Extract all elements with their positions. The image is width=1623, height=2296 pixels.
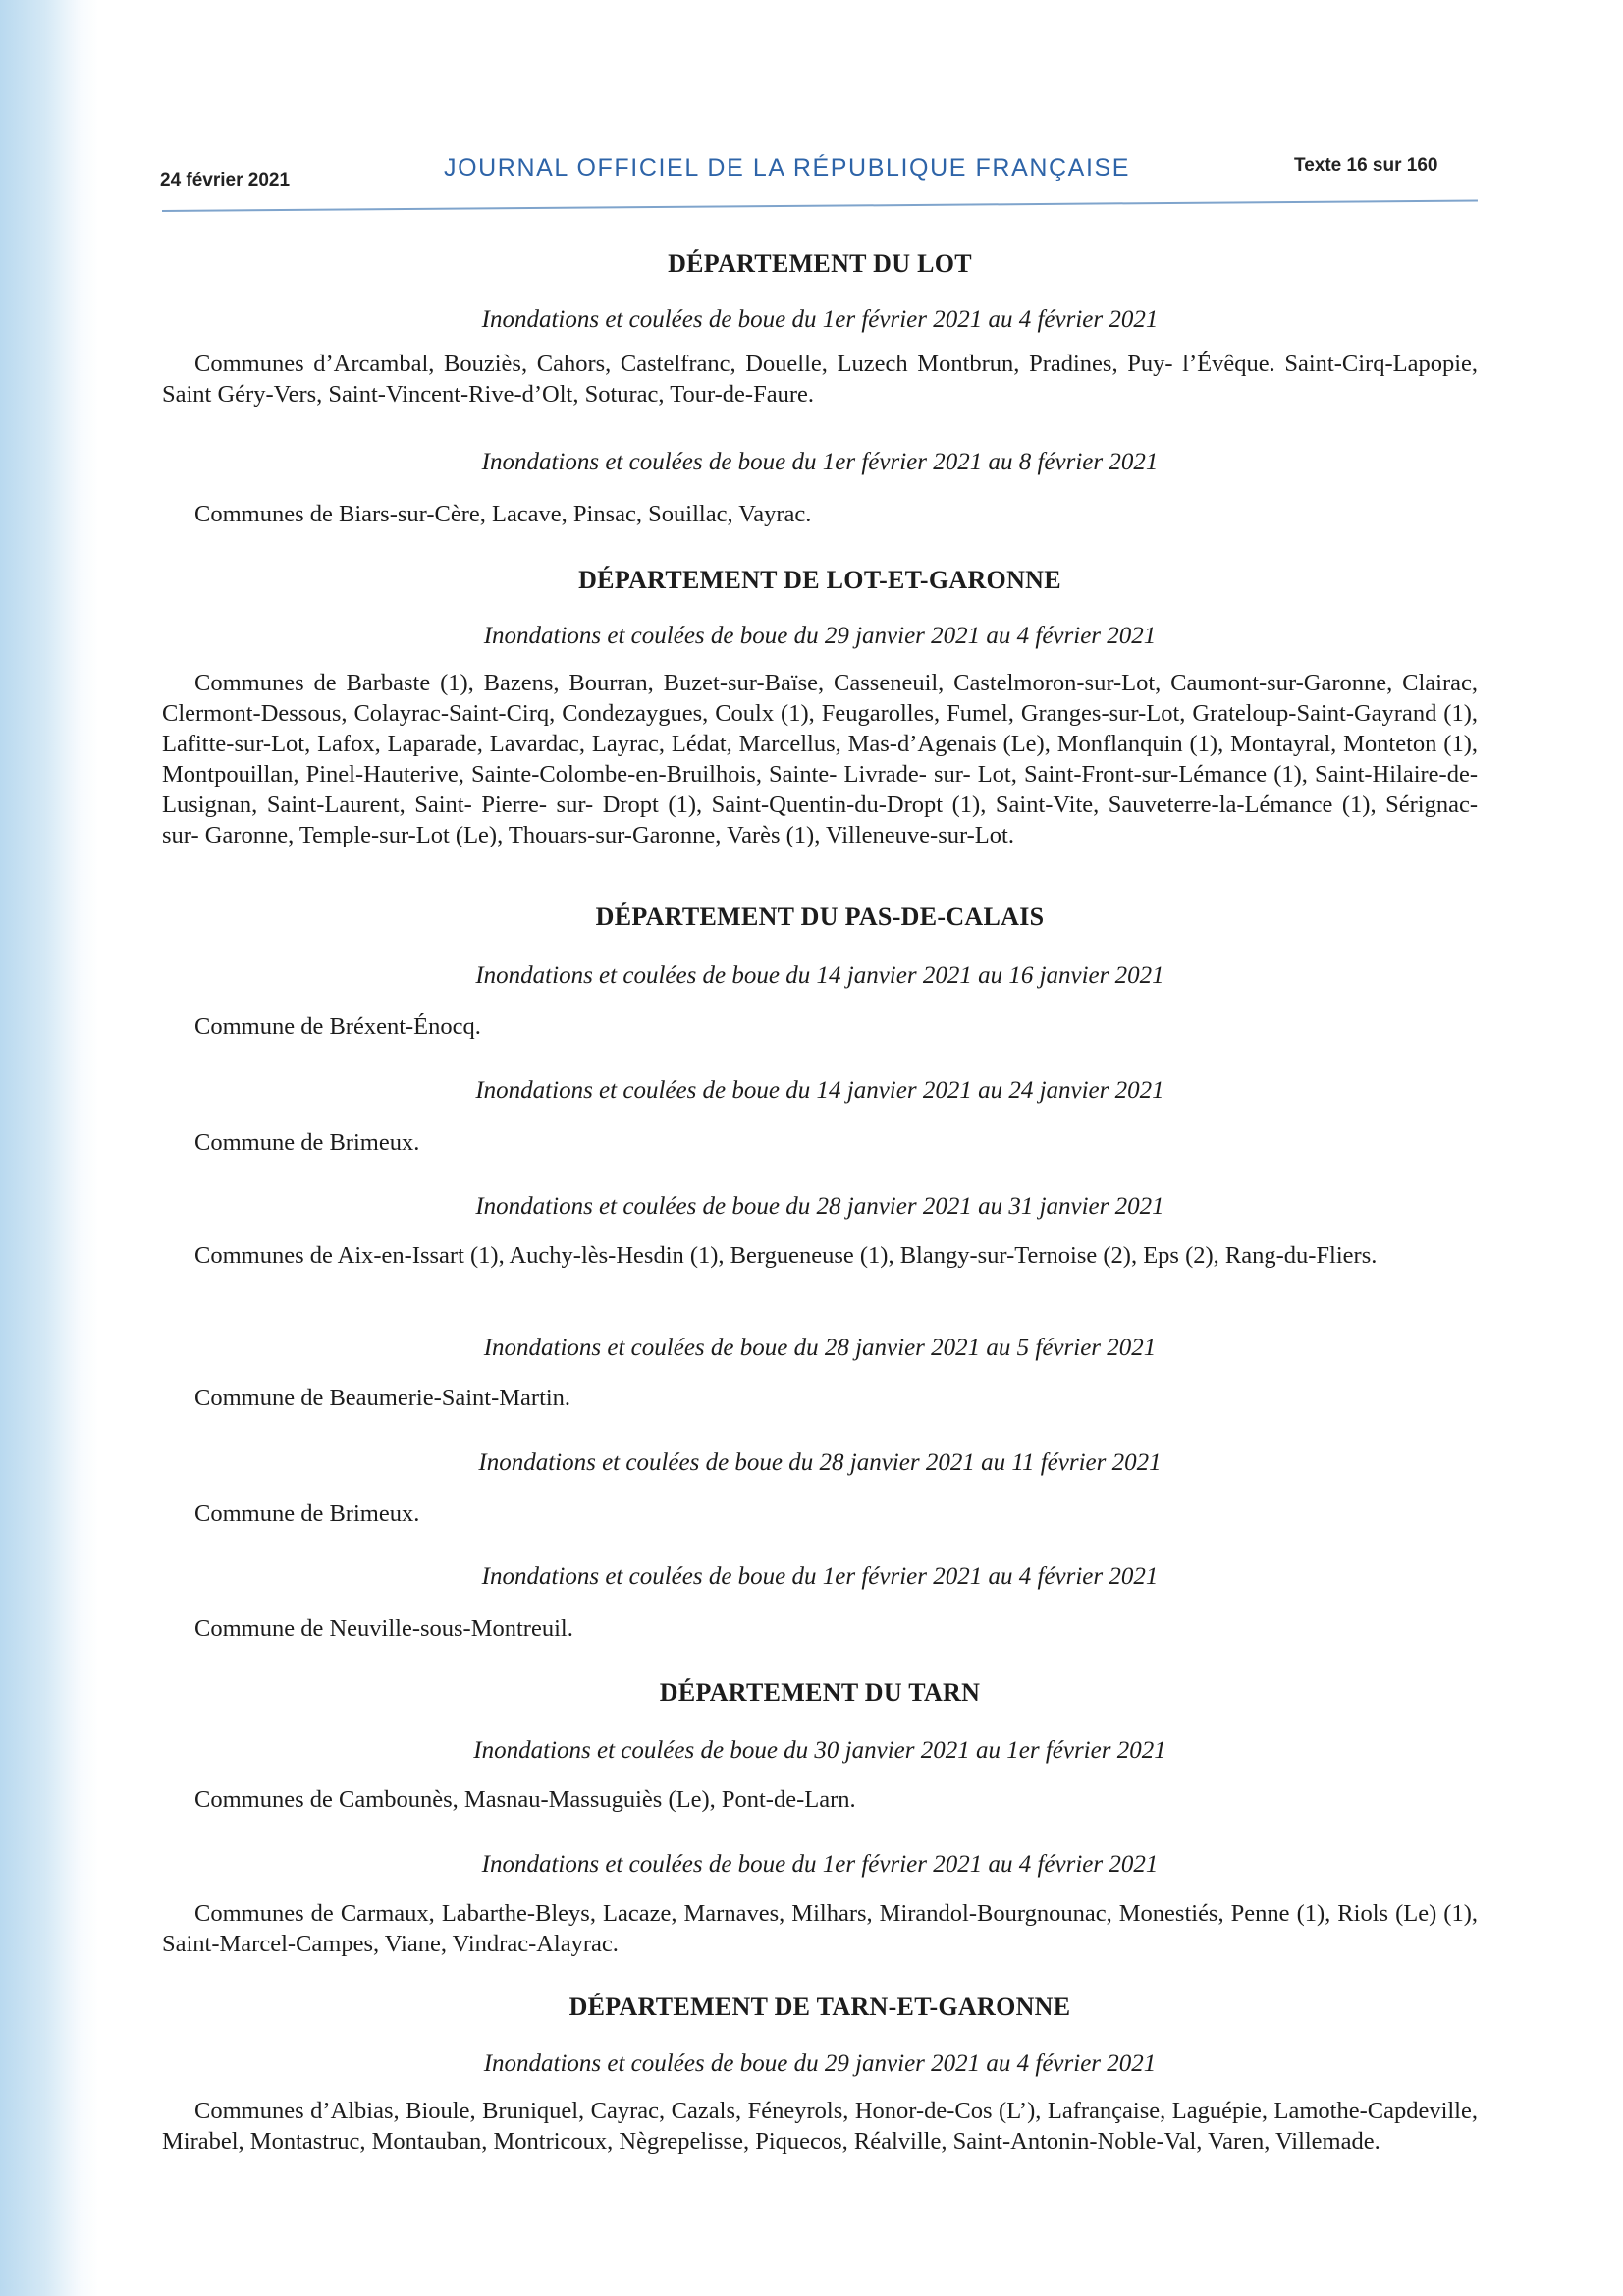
department-heading: DÉPARTEMENT DU LOT: [668, 249, 972, 278]
communes-list: Communes de Carmaux, Labarthe-Bleys, Lacaze, Marnaves, Milhars, Mirandol-Bourgnounac, Monestiés, Penne (1), Riols (Le) (1), Saint-Marcel-Campes, Viane, Vindrac-Alayrac.: [162, 1900, 1478, 1957]
communes-list: Commune de Neuville-sous-Montreuil.: [194, 1615, 573, 1642]
period-heading: Inondations et coulées de boue du 30 janvier 2021 au 1er février 2021: [473, 1737, 1166, 1764]
department-heading: DÉPARTEMENT DU PAS-DE-CALAIS: [595, 902, 1045, 931]
communes-list: Communes de Cambounès, Masnau-Massuguiès (Le), Pont-de-Larn.: [194, 1786, 856, 1813]
communes-list: Communes de Aix-en-Issart (1), Auchy-lès-Hesdin (1), Bergueneuse (1), Blangy-sur-Ternoise (2), Eps (2), Rang-du-Fliers.: [194, 1242, 1378, 1269]
period-heading: Inondations et coulées de boue du 29 janvier 2021 au 4 février 2021: [483, 2050, 1157, 2077]
period-heading: Inondations et coulées de boue du 14 janvier 2021 au 24 janvier 2021: [475, 1077, 1164, 1104]
period-heading: Inondations et coulées de boue du 29 janvier 2021 au 4 février 2021: [483, 623, 1157, 649]
period-heading: Inondations et coulées de boue du 28 janvier 2021 au 31 janvier 2021: [475, 1193, 1164, 1220]
department-heading: DÉPARTEMENT DU TARN: [659, 1678, 981, 1707]
communes-list: Commune de Brimeux.: [194, 1129, 420, 1156]
communes-list: Communes d’Arcambal, Bouziès, Cahors, Castelfranc, Douelle, Luzech Montbrun, Pradines, Puy- l’Évêque. Saint-Cirq-Lapopie, Saint Géry-Vers, Saint-Vincent-Rive-d’Olt, Soturac, Tour-de-Faure.: [162, 351, 1478, 408]
communes-list: Communes de Biars-sur-Cère, Lacave, Pinsac, Souillac, Vayrac.: [194, 501, 812, 527]
department-heading: DÉPARTEMENT DE LOT-ET-GARONNE: [578, 566, 1061, 594]
period-heading: Inondations et coulées de boue du 14 janvier 2021 au 16 janvier 2021: [475, 962, 1164, 989]
period-heading: Inondations et coulées de boue du 28 janvier 2021 au 5 février 2021: [483, 1335, 1157, 1361]
communes-list: Communes d’Albias, Bioule, Bruniquel, Cayrac, Cazals, Féneyrols, Honor-de-Cos (L’), Lafrançaise, Laguépie, Lamothe-Capdeville, Mirabel, Montastruc, Montauban, Montricoux, Nègrepelisse, Piquecos, Réalville, Saint-Antonin-Noble-Val, Varen, Villemade.: [162, 2098, 1478, 2155]
period-heading: Inondations et coulées de boue du 1er février 2021 au 4 février 2021: [481, 1563, 1159, 1590]
communes-list: Communes de Barbaste (1), Bazens, Bourran, Buzet-sur-Baïse, Casseneuil, Castelmoron-sur-Lot, Caumont-sur-Garonne, Clairac, Clermont-Dessous, Colayrac-Saint-Cirq, Condezaygues, Coulx (1), Feugarolles, Fumel, Granges-sur-Lot, Grateloup-Saint-Gayrand (1), Lafitte-sur-Lot, Lafox, Laparade, Lavardac, Layrac, Lédat, Marcellus, Mas-d’Agenais (Le), Monflanquin (1), Montayral, Monteton (1), Montpouillan, Pinel-Hauterive, Sainte-Colombe-en-Bruilhois, Sainte- Livrade- sur- Lot, Saint-Front-sur-Lémance (1), Saint-Hilaire-de-Lusignan, Saint-Laurent, Saint- Pierre- sur- Dropt (1), Saint-Quentin-du-Dropt (1), Saint-Vite, Sauveterre-la-Lémance (1), Sérignac- sur- Garonne, Temple-sur-Lot (Le), Thouars-sur-Garonne, Varès (1), Villeneuve-sur-Lot.: [162, 670, 1478, 848]
period-heading: Inondations et coulées de boue du 28 janvier 2021 au 11 février 2021: [478, 1449, 1162, 1476]
communes-list: Commune de Beaumerie-Saint-Martin.: [194, 1385, 571, 1411]
period-heading: Inondations et coulées de boue du 1er février 2021 au 4 février 2021: [481, 306, 1159, 333]
header-rule: [162, 199, 1478, 212]
department-heading: DÉPARTEMENT DE TARN-ET-GARONNE: [568, 1993, 1071, 2021]
communes-list: Commune de Bréxent-Énocq.: [194, 1013, 481, 1040]
period-heading: Inondations et coulées de boue du 1er février 2021 au 8 février 2021: [481, 449, 1159, 475]
header-text-reference: Texte 16 sur 160: [1294, 155, 1438, 176]
header-date: 24 février 2021: [160, 170, 291, 191]
period-heading: Inondations et coulées de boue du 1er février 2021 au 4 février 2021: [481, 1851, 1159, 1878]
communes-list: Commune de Brimeux.: [194, 1501, 420, 1527]
header-journal-title: JOURNAL OFFICIEL DE LA RÉPUBLIQUE FRANÇAISE: [444, 154, 1131, 182]
